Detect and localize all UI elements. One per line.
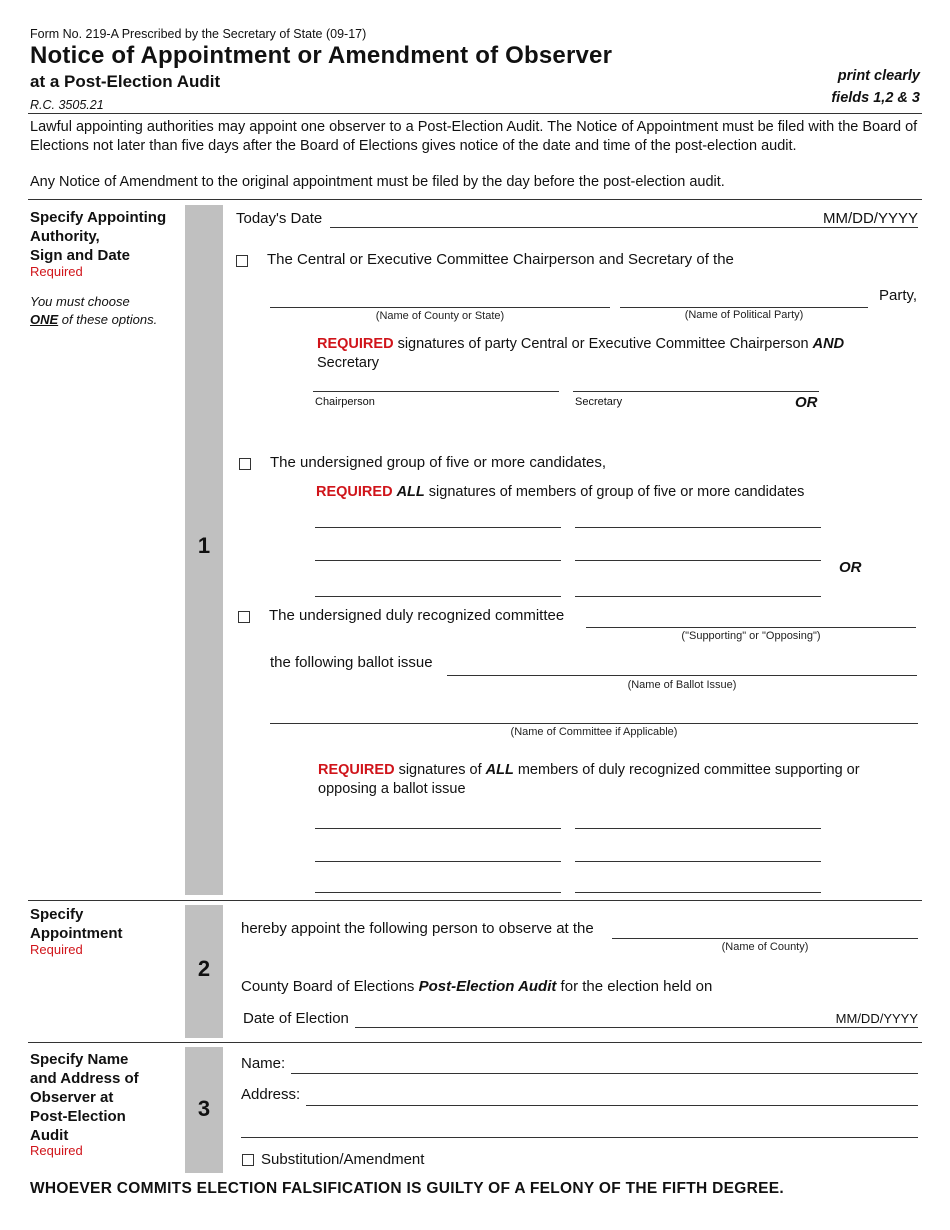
must-choose-one: ONE (30, 312, 59, 327)
appoint-text: hereby appoint the following person to observe at the (241, 920, 594, 937)
option-committee-text: The undersigned duly recognized committee (269, 607, 565, 624)
candidate-signature[interactable] (315, 596, 561, 597)
election-date-input[interactable] (355, 1027, 918, 1028)
option-candidates-checkbox[interactable] (239, 458, 251, 470)
option-b-or: OR (839, 559, 862, 576)
section3-top-divider (28, 1042, 922, 1043)
county-or-state-input[interactable] (270, 307, 610, 308)
committee-signature[interactable] (315, 828, 561, 829)
candidate-signature[interactable] (315, 560, 561, 561)
option-party-text: The Central or Executive Committee Chairperson and Secretary of the (267, 251, 734, 268)
appoint-county-input[interactable] (612, 938, 918, 939)
candidates-required-text (316, 484, 804, 500)
committee-required-body-3: opposing a ballot issue (318, 781, 466, 797)
must-choose-line2 (30, 312, 157, 327)
observer-address-line2-input[interactable] (241, 1137, 918, 1138)
section1-number: 1 (197, 533, 211, 558)
required-word: REQUIRED (316, 484, 393, 500)
political-party-input[interactable] (620, 307, 868, 308)
supporting-opposing-caption: ("Supporting" or "Opposing") (681, 630, 821, 642)
supporting-opposing-input[interactable] (586, 627, 916, 628)
section2-number: 2 (197, 956, 211, 981)
section2-label-line1: Specify (30, 906, 84, 923)
option-candidates-text: The undersigned group of five or more candidates, (270, 454, 607, 471)
section3-label-line1: Specify Name (30, 1051, 129, 1068)
committee-required-body-2: members of duly recognized committee supporting or (513, 762, 860, 778)
observer-address-label: Address: (241, 1086, 301, 1103)
substitution-label: Substitution/Amendment (261, 1151, 425, 1168)
chairperson-signature[interactable] (313, 391, 559, 392)
committee-signature[interactable] (575, 828, 821, 829)
required-word: REQUIRED (318, 762, 395, 778)
all-word: ALL (396, 484, 425, 500)
intro-paragraph-1: Lawful appointing authorities may appoint one observer to a Post-Election Audit. The Notice of Appointment must be filed with the Board of Elections not later than five days after the Board of Elections gives notice of the date and time of the post-election audit. (30, 119, 918, 154)
felony-warning: WHOEVER COMMITS ELECTION FALSIFICATION IS GUILTY OF A FELONY OF THE FIFTH DEGREE. (30, 1180, 784, 1197)
form-subtitle: at a Post-Election Audit (30, 72, 221, 91)
section2-top-divider (28, 900, 922, 901)
committee-signature[interactable] (315, 892, 561, 893)
secretary-caption: Secretary (575, 396, 623, 408)
must-choose-line1: You must choose (30, 294, 130, 309)
political-party-caption: (Name of Political Party) (684, 309, 804, 321)
section2-required: Required (30, 942, 83, 957)
form-title: Notice of Appointment or Amendment of Observer (30, 42, 613, 69)
party-required-secretary: Secretary (317, 355, 380, 371)
ballot-issue-input[interactable] (447, 675, 917, 676)
candidate-signature[interactable] (575, 527, 821, 528)
committee-signature[interactable] (315, 861, 561, 862)
section3-label-line3: Observer at (30, 1089, 114, 1106)
observer-name-input[interactable] (291, 1073, 918, 1074)
board-text-2: for the election held on (556, 978, 713, 995)
board-text (241, 978, 712, 995)
revised-code: R.C. 3505.21 (30, 98, 104, 112)
form-number: Form No. 219-A Prescribed by the Secretary of State (09-17) (30, 27, 367, 41)
substitution-checkbox[interactable] (242, 1154, 254, 1166)
ballot-issue-label: the following ballot issue (270, 654, 433, 671)
section1-label-line3: Sign and Date (30, 247, 131, 264)
board-text-1: County Board of Elections (241, 978, 419, 995)
section3-label-line4: Post-Election (30, 1108, 126, 1125)
and-word: AND (812, 336, 845, 352)
header-divider (28, 113, 922, 114)
party-required-body: signatures of party Central or Executive Committee Chairperson (393, 336, 813, 352)
committee-required-body-1: signatures of (394, 762, 486, 778)
print-note-1: print clearly (837, 68, 920, 84)
county-or-state-caption: (Name of County or State) (375, 310, 505, 322)
section1-label-line1: Specify Appointing (30, 209, 167, 226)
party-suffix: Party, (879, 287, 918, 304)
todays-date-format: MM/DD/YYYY (822, 210, 918, 227)
section3-number: 3 (197, 1096, 211, 1121)
committee-signature[interactable] (575, 892, 821, 893)
must-choose-rest: of these options. (58, 312, 158, 327)
option-party-checkbox[interactable] (236, 255, 248, 267)
ballot-issue-caption: (Name of Ballot Issue) (627, 679, 737, 691)
option-a-or: OR (795, 394, 818, 411)
appoint-county-caption: (Name of County) (721, 941, 809, 953)
candidate-signature[interactable] (575, 560, 821, 561)
observer-address-input[interactable] (306, 1105, 918, 1106)
todays-date-input[interactable] (330, 227, 918, 228)
chairperson-caption: Chairperson (315, 396, 375, 408)
required-word: REQUIRED (317, 336, 394, 352)
candidate-signature[interactable] (315, 527, 561, 528)
candidate-signature[interactable] (575, 596, 821, 597)
intro-paragraph-2: Any Notice of Amendment to the original appointment must be filed by the day before the post-election audit. (30, 174, 725, 190)
all-word: ALL (485, 762, 514, 778)
section2-label-line2: Appointment (30, 925, 123, 942)
option-committee-checkbox[interactable] (238, 611, 250, 623)
section3-label-line2: and Address of (30, 1070, 139, 1087)
election-date-format: MM/DD/YYYY (835, 1011, 918, 1026)
election-date-label: Date of Election (243, 1010, 349, 1027)
party-required-text (317, 335, 907, 373)
section1-top-divider (28, 199, 922, 200)
board-text-bold: Post-Election Audit (418, 978, 557, 995)
committee-required-text (318, 761, 918, 799)
committee-name-input[interactable] (270, 723, 918, 724)
observer-name-label: Name: (241, 1055, 286, 1072)
committee-name-caption: (Name of Committee if Applicable) (510, 726, 678, 738)
section3-label-line5: Audit (30, 1127, 69, 1144)
committee-signature[interactable] (575, 861, 821, 862)
print-note-2: fields 1,2 & 3 (831, 90, 920, 106)
secretary-signature[interactable] (573, 391, 819, 392)
candidates-required-body: signatures of members of group of five or more candidates (424, 484, 805, 500)
section1-label-line2: Authority, (30, 228, 100, 245)
section3-required: Required (30, 1143, 83, 1158)
todays-date-label: Today's Date (236, 210, 323, 227)
section1-required: Required (30, 264, 83, 279)
